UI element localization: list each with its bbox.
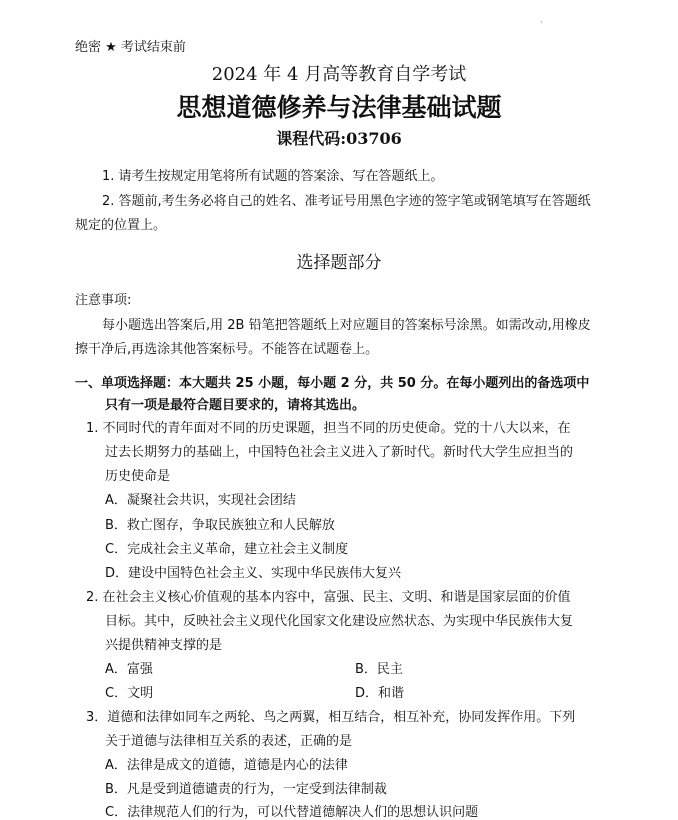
q1-option-a: A．凝聚社会共识，实现社会团结: [105, 493, 296, 508]
instruction-2-cont: 规定的位置上。: [75, 218, 167, 233]
notes-line-2: 擦干净后,再选涂其他答案标号。不能答在试题卷上。: [75, 342, 379, 357]
part-heading-cont: 只有一项是最符合题目要求的，请将其选出。: [105, 398, 366, 413]
q2-option-c: C．文明: [105, 686, 154, 701]
exam-title: 2024 年 4 月高等教育自学考试: [211, 64, 467, 85]
question-2-line-2: 目标。其中，反映社会主义现代化国家文化建设应然状态、为实现中华民族伟大复: [105, 614, 574, 629]
q1-option-c: C．完成社会主义革命，建立社会主义制度: [105, 542, 349, 557]
question-3: 3．道德和法律如同车之两轮、鸟之两翼，相互结合，相互补充，协同发挥作用。下列: [86, 710, 576, 725]
q1-option-d: D．建设中国特色社会主义、实现中华民族伟大复兴: [105, 566, 402, 581]
q1-option-b: B．救亡图存，争取民族独立和人民解放: [105, 518, 335, 533]
question-1: 1. 不同时代的青年面对不同的历史课题，担当不同的历史使命。党的十八大以来，在: [86, 421, 571, 436]
part-heading: 一、单项选择题：本大题共 25 小题，每小题 2 分，共 50 分。在每小题列出的备选项中: [75, 376, 590, 391]
notes-label: 注意事项:: [75, 293, 132, 308]
section-title: 选择题部分: [296, 253, 382, 273]
q2-option-b: B．民主: [355, 662, 403, 677]
question-1-line-3: 历史使命是: [105, 469, 171, 484]
q3-option-b: B．凡是受到道德谴责的行为，一定受到法律制裁: [105, 782, 387, 797]
stray-mark: 、: [540, 15, 548, 24]
q3-option-c: C．法律规范人们的行为，可以代替道德解决人们的思想认识问题: [105, 805, 479, 820]
instruction-1: 1. 请考生按规定用笔将所有试题的答案涂、写在答题纸上。: [102, 169, 444, 184]
secret-label: 绝密 ★ 考试结束前: [75, 40, 186, 55]
paper-title: 思想道德修养与法律基础试题: [176, 93, 502, 122]
notes-line-1: 每小题选出答案后,用 2B 铅笔把答题纸上对应题目的答案标号涂黑。如需改动,用橡皮: [102, 318, 591, 333]
instruction-2: 2. 答题前,考生务必将自己的姓名、准考证号用黑色字迹的签字笔或钢笔填写在答题纸: [102, 194, 591, 209]
q3-option-a: A．法律是成文的道德，道德是内心的法律: [105, 758, 348, 773]
question-1-line-2: 过去长期努力的基础上，中国特色社会主义进入了新时代。新时代大学生应担当的: [105, 445, 574, 460]
q2-option-d: D．和谐: [355, 686, 405, 701]
q2-option-a: A．富强: [105, 662, 153, 677]
question-2: 2. 在社会主义核心价值观的基本内容中，富强、民主、文明、和谐是国家层面的价值: [86, 590, 571, 605]
question-2-line-3: 兴提供精神支撑的是: [105, 638, 223, 653]
course-code: 课程代码:03706: [276, 129, 402, 148]
question-3-line-2: 关于道德与法律相互关系的表述，正确的是: [105, 734, 353, 749]
